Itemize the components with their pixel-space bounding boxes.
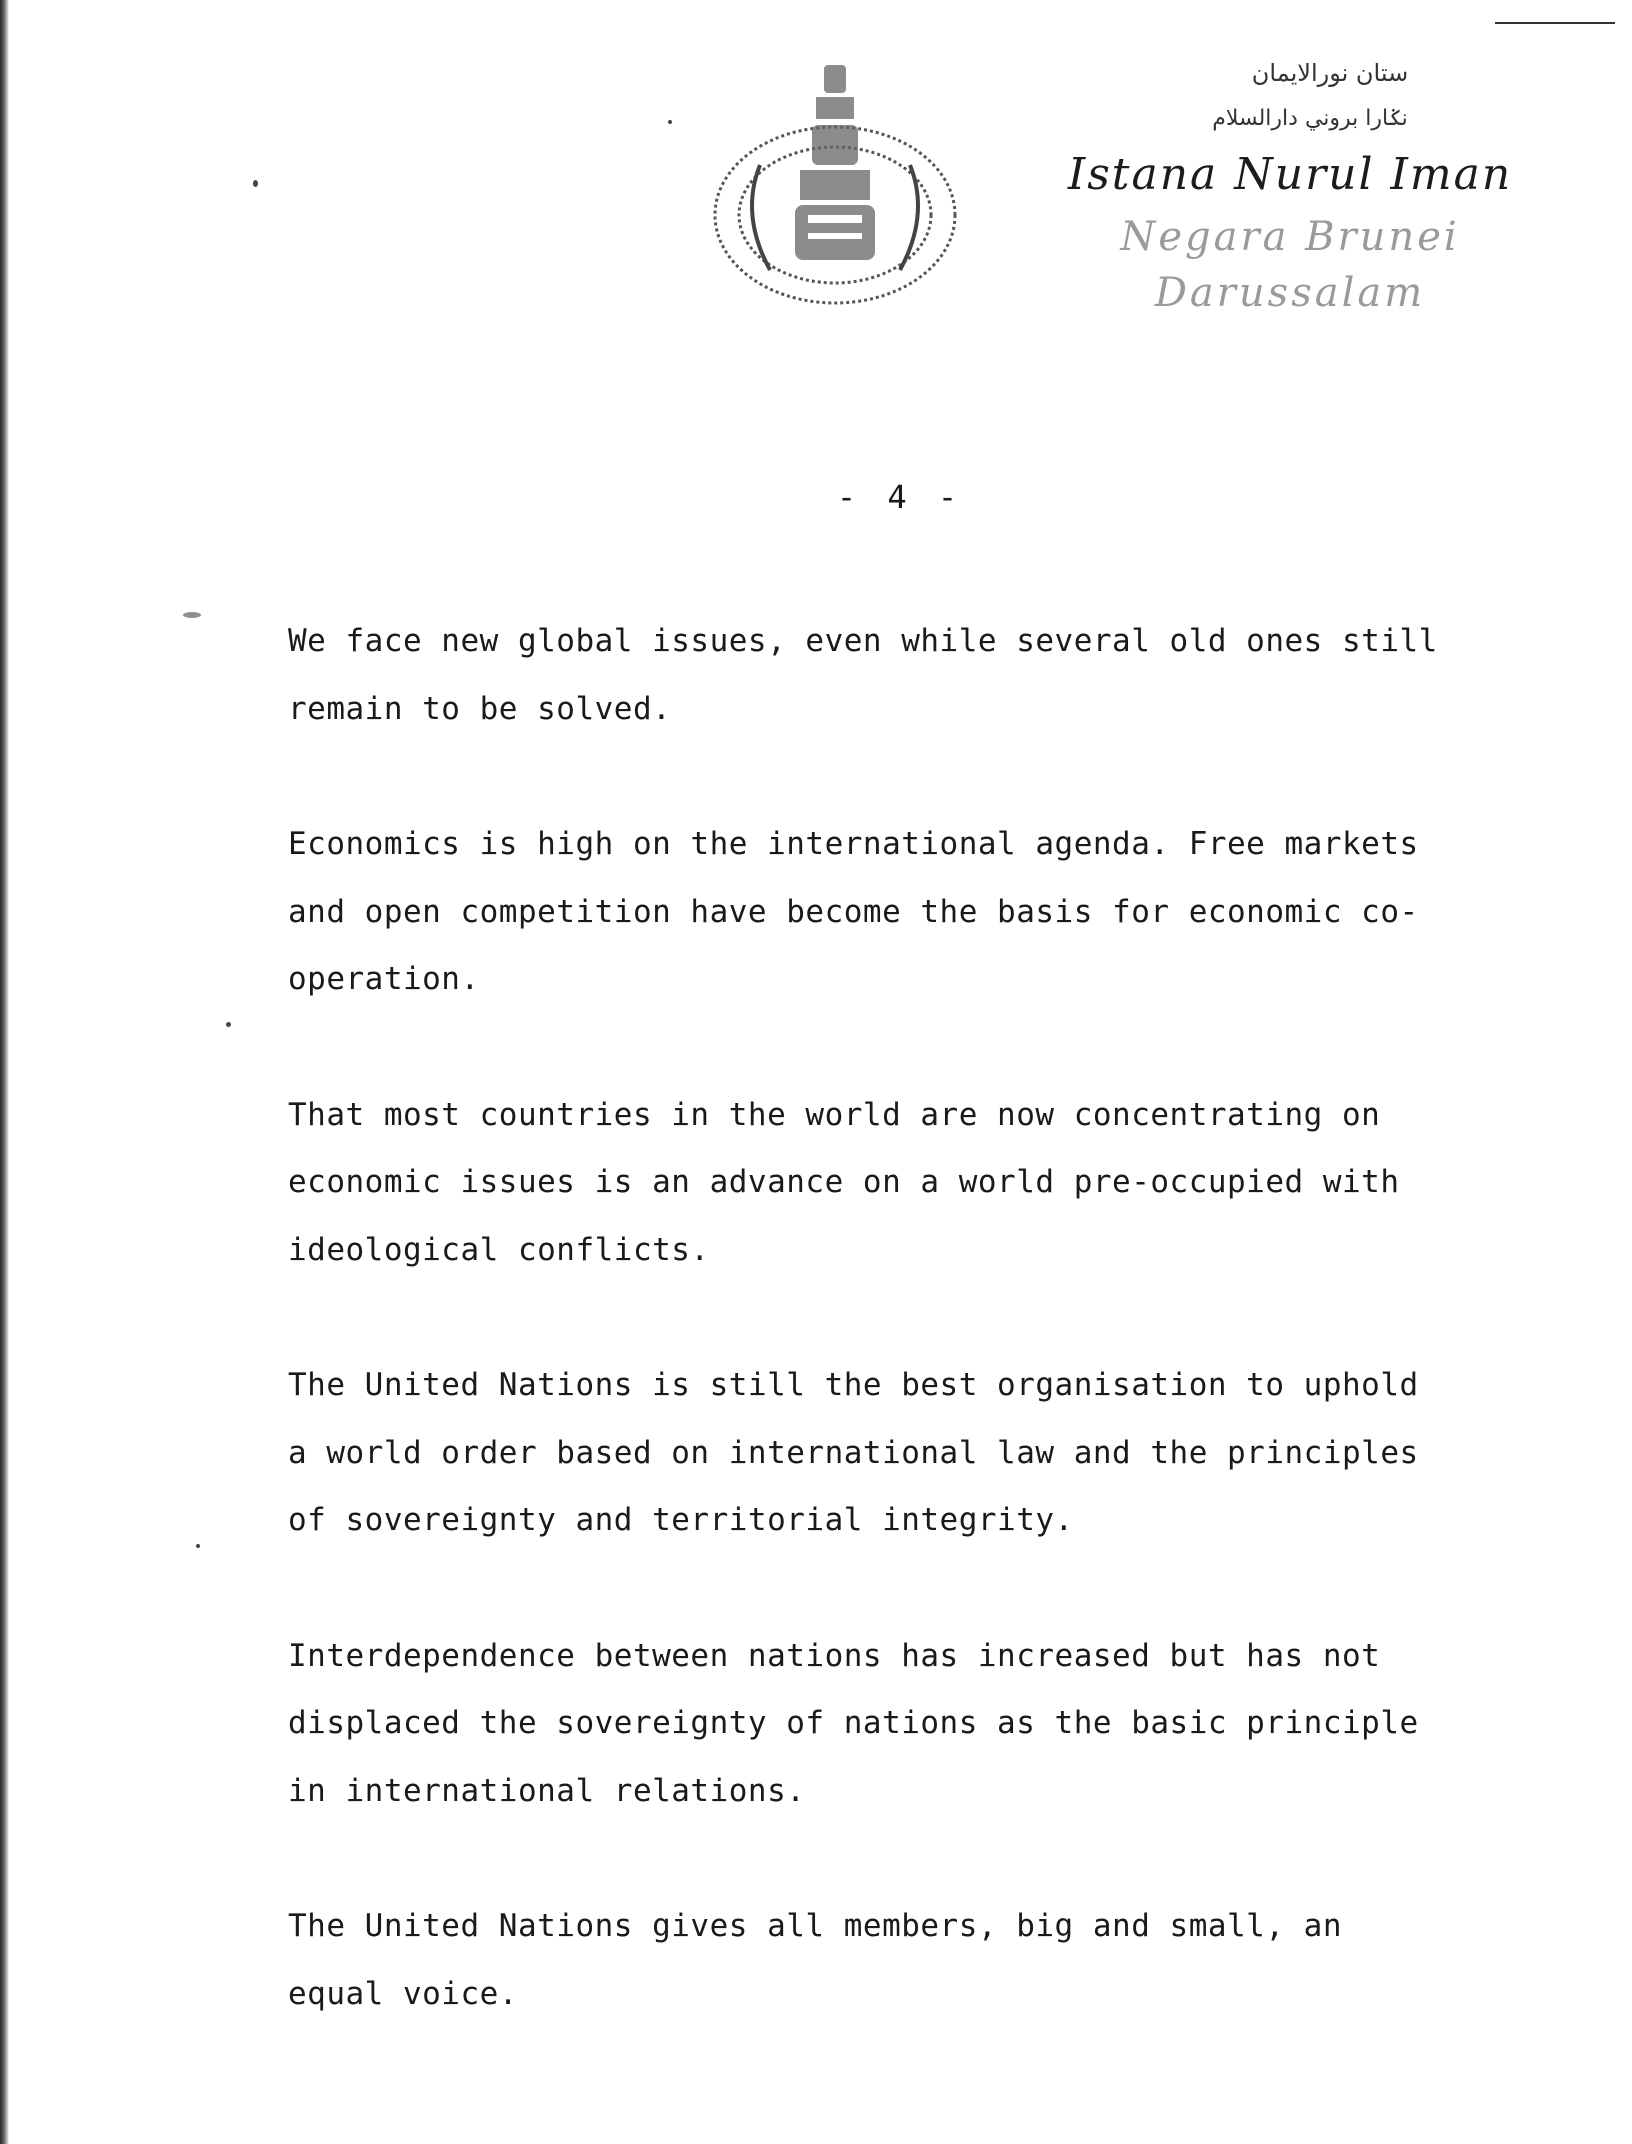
scan-speck xyxy=(226,1022,231,1027)
body-text xyxy=(288,608,1528,2096)
paragraph: Interdependence between nations has increased but has not displaced the sovereignty of nations as the basic principle in international relations. xyxy=(288,1637,1419,1809)
paragraph: That most countries in the world are now concentrating on economic issues is an advance on a world pre-occupied with ideological conflicts. xyxy=(288,1096,1400,1268)
page-number: - 4 - xyxy=(836,478,964,516)
brunei-royal-crest-icon xyxy=(700,55,970,315)
scan-left-edge xyxy=(0,0,9,2144)
letterhead-jawi-line-2: نݢارا بروني دارالسلام xyxy=(1212,106,1408,131)
letterhead-country: Negara Brunei Darussalam xyxy=(1120,214,1460,316)
scan-speck xyxy=(668,120,672,124)
paragraph: We face new global issues, even while several old ones still remain to be solved. xyxy=(288,623,1438,727)
scan-speck xyxy=(253,180,258,187)
paragraph: The United Nations is still the best organisation to uphold a world order based on international law and the principles of sovereignty and territorial integrity. xyxy=(288,1367,1419,1538)
letterhead-jawi-line-1: ستان نورالايمان xyxy=(1251,59,1409,87)
paragraph: The United Nations gives all members, big and small, an equal voice. xyxy=(288,1908,1342,2012)
paragraph: Economics is high on the international agenda. Free markets and open competition have become the basis for economic co- operation. xyxy=(288,826,1419,997)
letterhead-title: Istana Nurul Iman xyxy=(1067,149,1513,200)
scan-speck xyxy=(183,612,201,618)
letterhead xyxy=(990,55,1590,316)
scan-speck xyxy=(196,1544,200,1548)
top-rule xyxy=(1495,22,1615,24)
